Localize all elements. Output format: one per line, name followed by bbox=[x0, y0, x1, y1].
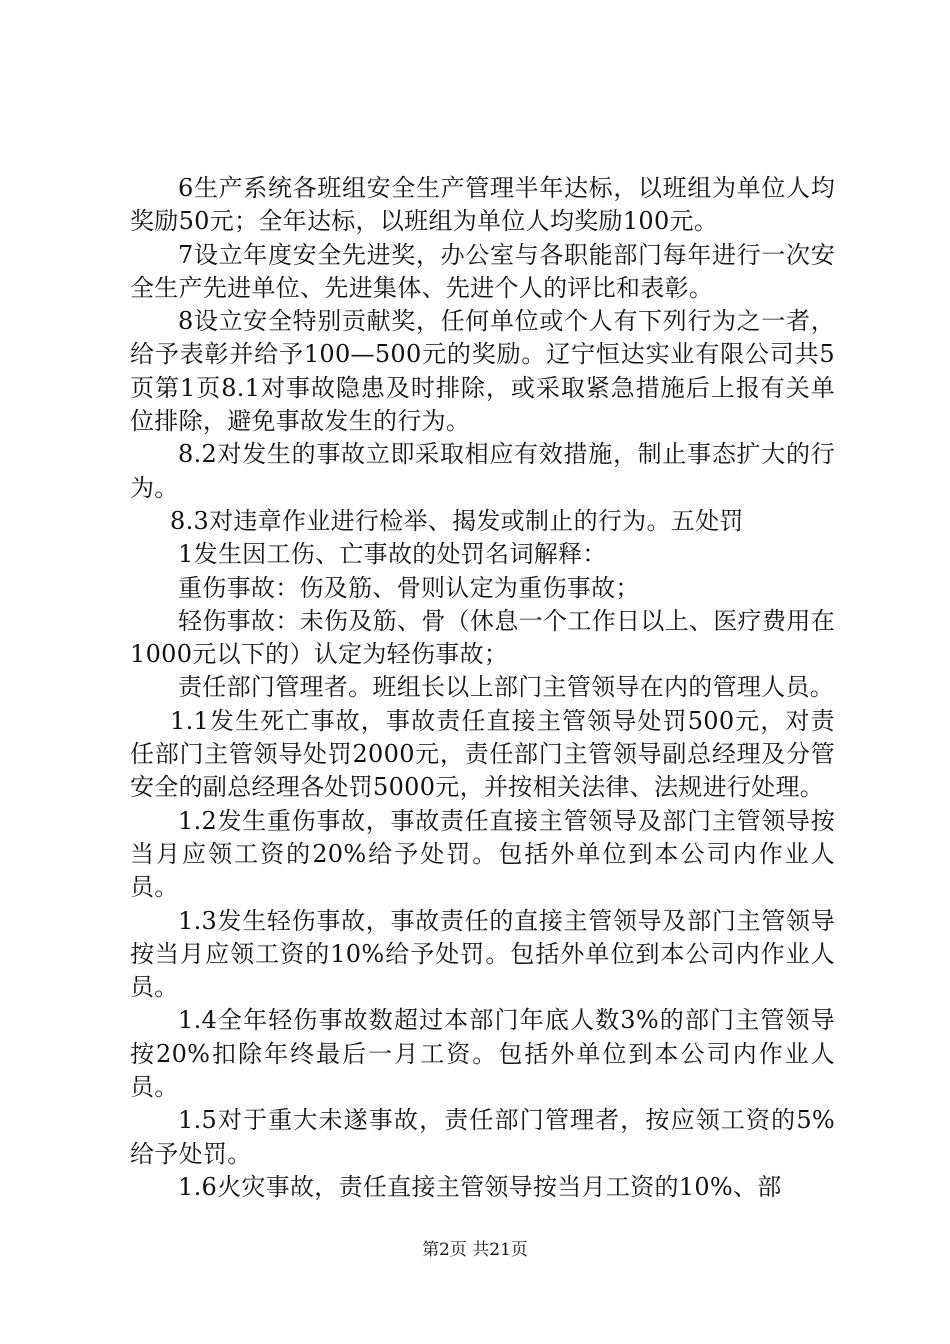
paragraph-responsible-managers: 责任部门管理者。班组长以上部门主管领导在内的管理人员。 bbox=[178, 673, 835, 702]
paragraph-annual-award: 7设立年度安全先进奖，办公室与各职能部门每年进行一次安全生产先进单位、先进集体、先进个人的评比和表彰。 bbox=[130, 240, 835, 302]
paragraph-minor-injury: 轻伤事故：未伤及筋、骨（休息一个工作日以上、医疗费用在1000元以下的）认定为轻伤事故； bbox=[130, 606, 835, 669]
paragraph-award-team: 6生产系统各班组安全生产管理半年达标，以班组为单位人均奖励50元；全年达标，以班组为单位人均奖励100元。 bbox=[130, 174, 835, 236]
paragraph-8-3: 8.3对违章作业进行检举、揭发或制止的行为。五处罚 bbox=[170, 506, 744, 535]
document-body bbox=[130, 172, 835, 1204]
paragraph-1-3: 1.3发生轻伤事故，事故责任的直接主管领导及部门主管领导按当月应领工资的10%给予处罚。包括外单位到本公司内作业人员。 bbox=[130, 906, 835, 1002]
paragraph-1-1: 1.1发生死亡事故，事故责任直接主管领导处罚500元，对责任部门主管领导处罚2000元，责任部门主管领导副总经理及分管安全的副总经理各处罚5000元，并按相关法律、法规进行处理。 bbox=[130, 706, 835, 802]
paragraph-1-2: 1.2发生重伤事故，事故责任直接主管领导及部门主管领导按当月应领工资的20%给予处罚。包括外单位到本公司内作业人员。 bbox=[130, 806, 835, 902]
paragraph-special-contribution: 8设立安全特别贡献奖，任何单位或个人有下列行为之一者，给予表彰并给予100—500元的奖励。辽宁恒达实业有限公司共5页第1页8.1对事故隐患及时排除，或采取紧急措施后上报有关单位排除，避免事故发生的行为。 bbox=[130, 307, 835, 436]
paragraph-serious-injury: 重伤事故：伤及筋、骨则认定为重伤事故； bbox=[178, 573, 640, 602]
paragraph-penalty-definitions: 1发生因工伤、亡事故的处罚名词解释： bbox=[178, 540, 607, 569]
page-footer: 第2页 共21页 bbox=[422, 1240, 528, 1260]
paragraph-1-4: 1.4全年轻伤事故数超过本部门年底人数3%的部门主管领导按20%扣除年终最后一月工资。包括外单位到本公司内作业人员。 bbox=[130, 1006, 835, 1102]
paragraph-8-2: 8.2对发生的事故立即采取相应有效措施，制止事态扩大的行为。 bbox=[130, 440, 835, 502]
paragraph-1-6: 1.6火灾事故，责任直接主管领导按当月工资的10%、部 bbox=[178, 1172, 782, 1201]
paragraph-1-5: 1.5对于重大未遂事故，责任部门管理者，按应领工资的5%给予处罚。 bbox=[130, 1106, 835, 1168]
